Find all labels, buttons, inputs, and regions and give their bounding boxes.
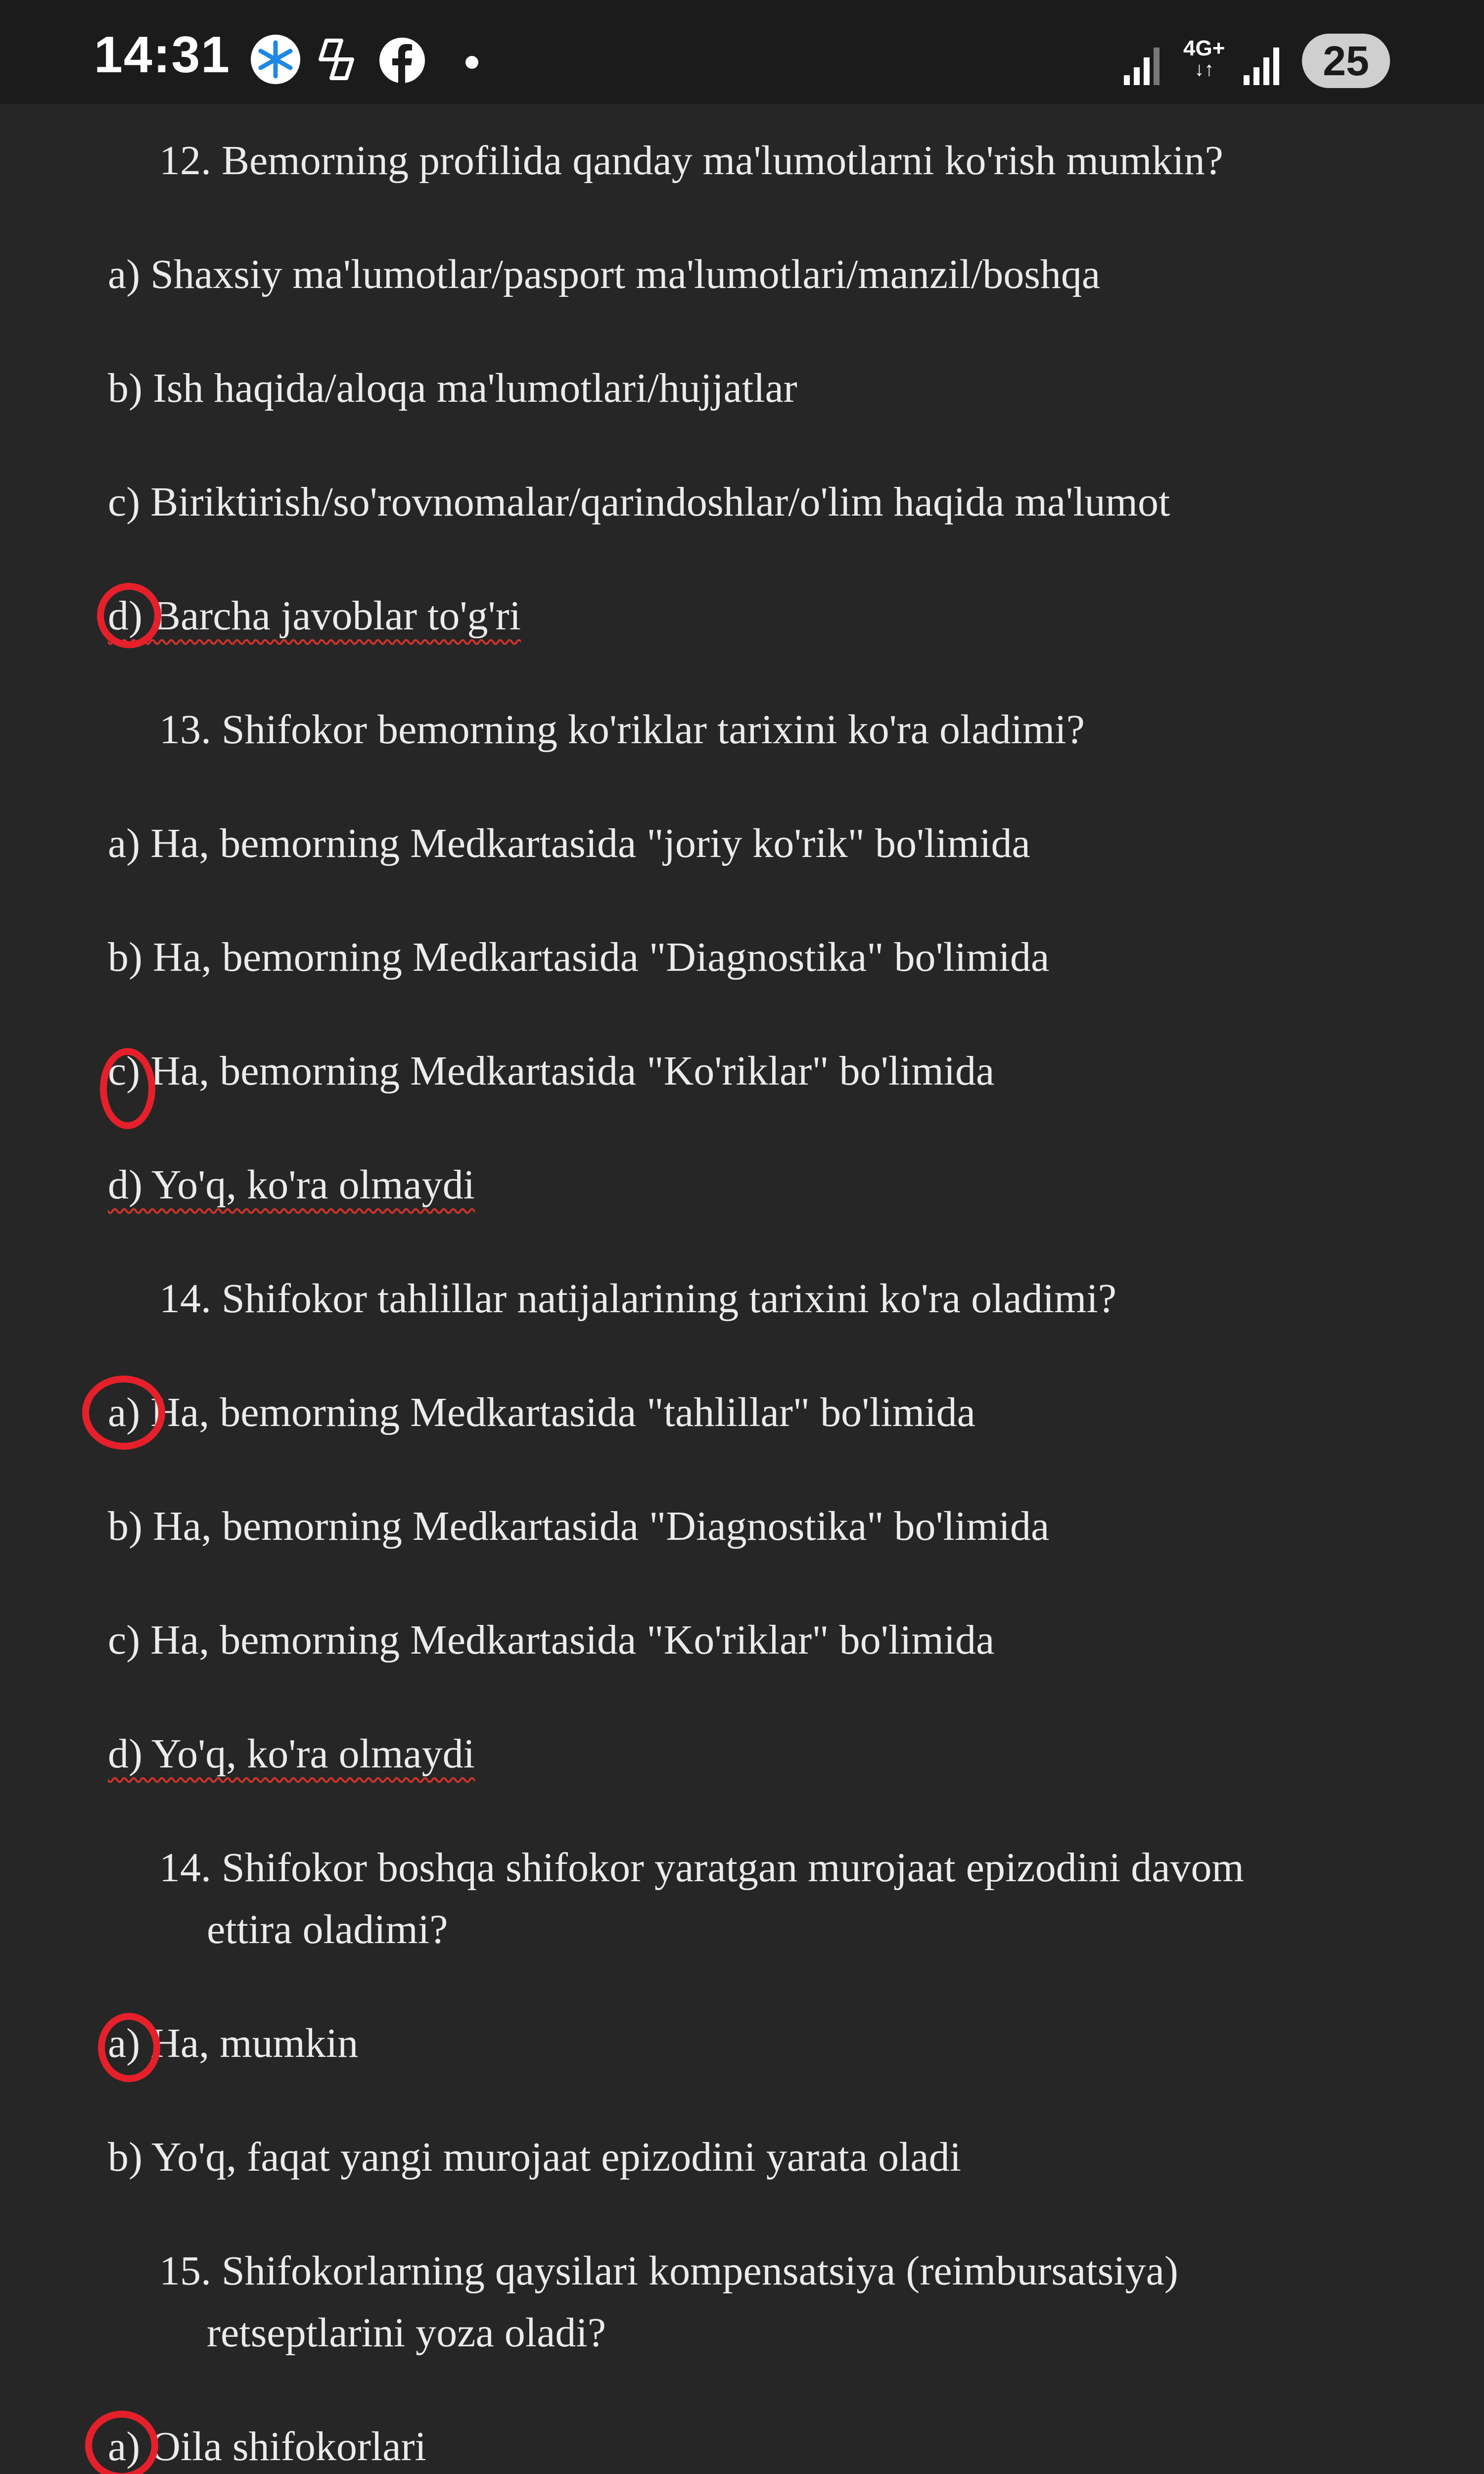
answer-mark-circle	[97, 583, 161, 648]
q14-option-a: a) Ha, bemorning Medkartasida "tahlillar" bo'limida	[108, 1389, 975, 1435]
question-15: 15. Shifokorlarning qaysilari kompensatsiya (reimbursatsiya)	[159, 2248, 1178, 2294]
q15-option-a: a) Oila shifokorlari	[108, 2424, 426, 2470]
answer-mark-circle	[100, 1048, 155, 1129]
dot-icon	[465, 55, 479, 72]
battery-indicator: 25	[1302, 34, 1390, 88]
question-13: 13. Shifokor bemorning ko'riklar tarixini ko'ra oladimi?	[159, 707, 1085, 753]
q12-option-c: c) Biriktirish/so'rovnomalar/qarindoshlar/o'lim haqida ma'lumot	[108, 479, 1170, 525]
document-page	[0, 104, 1484, 2474]
answer-mark-circle	[82, 1376, 165, 1450]
q14-option-b: b) Ha, bemorning Medkartasida "Diagnostika" bo'limida	[108, 1503, 1050, 1549]
q12-option-a: a) Shaxsiy ma'lumotlar/pasport ma'lumotlari/manzil/boshqa	[108, 251, 1101, 297]
q14-option-d: d) Yo'q, ko'ra olmaydi	[108, 1731, 475, 1777]
q14b-option-a: a) Ha, mumkin	[108, 2020, 359, 2066]
q13-option-b: b) Ha, bemorning Medkartasida "Diagnostika" bo'limida	[108, 934, 1050, 980]
question-14-second: 14. Shifokor boshqa shifokor yaratgan murojaat epizodini davom	[159, 1845, 1244, 1891]
question-12: 12. Bemorning profilida qanday ma'lumotlarni ko'rish mumkin?	[159, 138, 1223, 184]
answer-mark-circle	[85, 2411, 158, 2474]
network-type-label: 4G+ ↓↑	[1183, 36, 1225, 80]
snowflake-app-icon	[250, 34, 301, 88]
signal-icon	[1244, 46, 1281, 88]
copilot-icon	[312, 36, 361, 86]
question-14: 14. Shifokor tahlillar natijalarining tarixini ko'ra oladimi?	[159, 1276, 1116, 1322]
question-15-cont: retseptlarini yoza oladi?	[207, 2310, 606, 2356]
q12-option-d: d) Barcha javoblar to'g'ri	[108, 593, 521, 639]
q12-option-b: b) Ish haqida/aloqa ma'lumotlari/hujjatlar	[108, 365, 797, 411]
answer-mark-circle	[98, 2013, 160, 2082]
q13-option-a: a) Ha, bemorning Medkartasida "joriy ko'rik" bo'limida	[108, 820, 1030, 866]
network-type-text: 4G+	[1183, 36, 1225, 60]
q13-option-d: d) Yo'q, ko'ra olmaydi	[108, 1162, 475, 1208]
signal-icon	[1124, 46, 1161, 88]
facebook-icon	[378, 37, 426, 87]
q14b-option-b: b) Yo'q, faqat yangi murojaat epizodini yarata oladi	[108, 2134, 961, 2180]
q13-option-c: c) Ha, bemorning Medkartasida "Ko'riklar" bo'limida	[108, 1048, 995, 1094]
status-time: 14:31	[94, 26, 231, 84]
question-14-second-cont: ettira oladimi?	[207, 1906, 448, 1952]
q14-option-c: c) Ha, bemorning Medkartasida "Ko'riklar" bo'limida	[108, 1617, 995, 1663]
status-bar	[0, 0, 1484, 104]
